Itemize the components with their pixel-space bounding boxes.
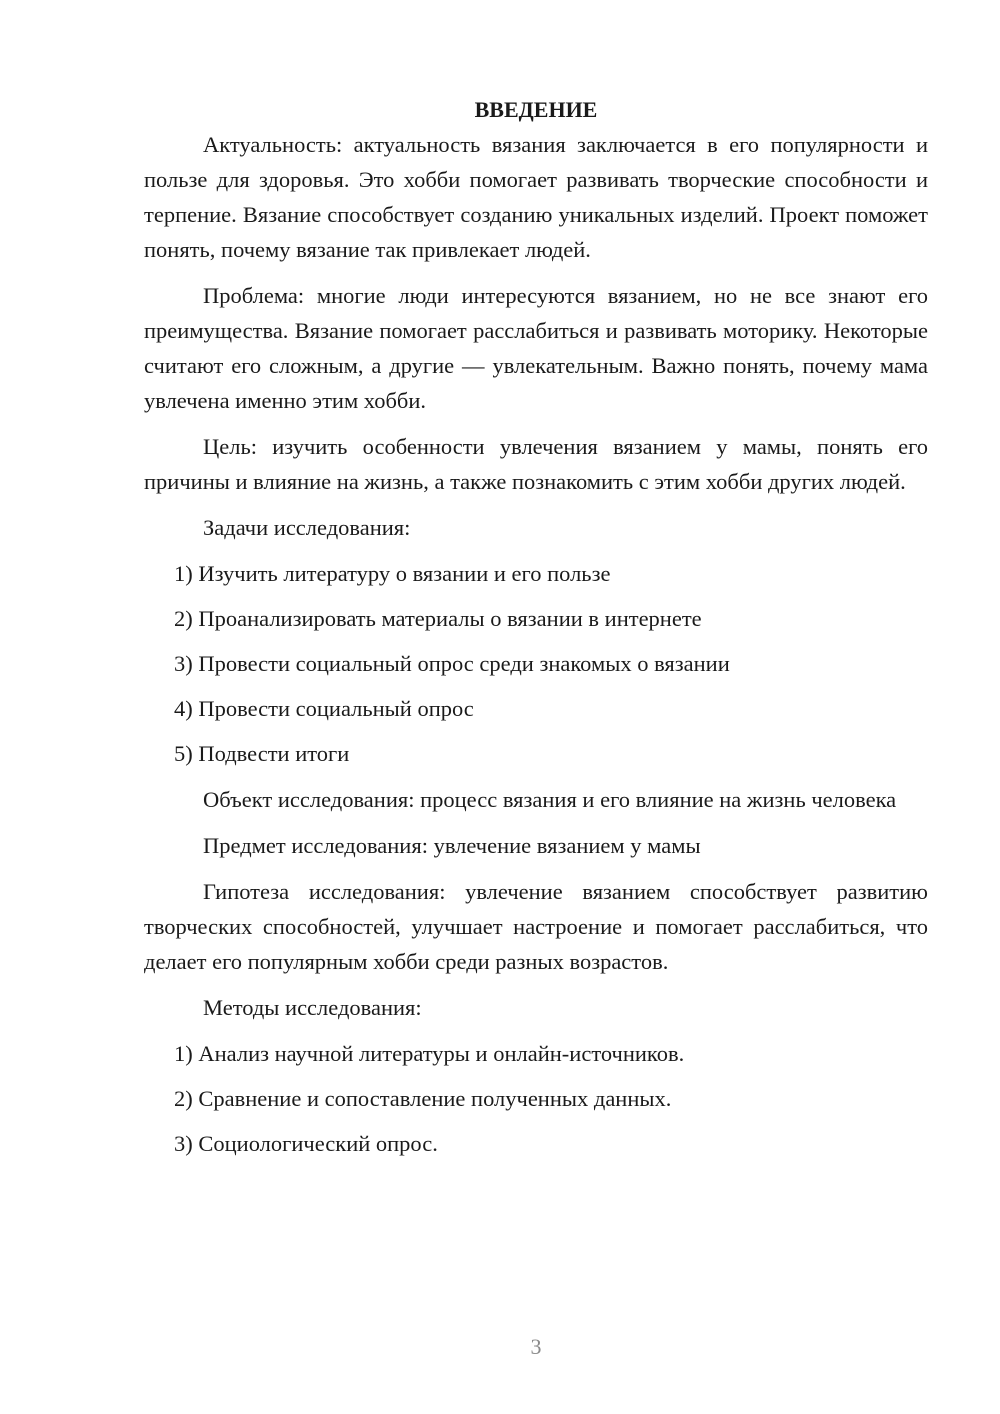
methods-label: Методы исследования: bbox=[203, 995, 422, 1020]
method-item: 2) Сравнение и сопоставление полученных данных. bbox=[174, 1086, 672, 1111]
problem-paragraph: Проблема: многие люди интересуются вязанием, но не все знают его преимущества. Вязание помогает расслабиться и развивать моторику. Некоторые считают его сложным, а другие — увлекательным. Важно понять, почему мама увлечена именно этим хобби. bbox=[144, 283, 928, 413]
methods-list bbox=[144, 1036, 928, 1161]
page-title: ВВЕДЕНИЕ bbox=[474, 97, 598, 122]
task-item: 3) Провести социальный опрос среди знакомых о вязании bbox=[174, 651, 730, 676]
subject-paragraph: Предмет исследования: увлечение вязанием у мамы bbox=[203, 833, 701, 858]
tasks-list bbox=[144, 556, 928, 771]
task-item: 1) Изучить литературу о вязании и его пользе bbox=[174, 561, 611, 586]
hypothesis-paragraph: Гипотеза исследования: увлечение вязанием способствует развитию творческих способностей, улучшает настроение и помогает расслабиться, что делает его популярным хобби среди разных возрастов. bbox=[144, 879, 928, 974]
page-number: 3 bbox=[530, 1334, 542, 1359]
task-item: 2) Проанализировать материалы о вязании в интернете bbox=[174, 606, 702, 631]
relevance-paragraph: Актуальность: актуальность вязания заключается в его популярности и пользе для здоровья. Это хобби помогает развивать творческие способности и терпение. Вязание способствует созданию уникальных изделий. Проект поможет понять, почему вязание так привлекает людей. bbox=[144, 132, 928, 262]
page-content bbox=[144, 92, 928, 1172]
method-item: 1) Анализ научной литературы и онлайн-источников. bbox=[174, 1041, 685, 1066]
tasks-label: Задачи исследования: bbox=[203, 515, 411, 540]
task-item: 4) Провести социальный опрос bbox=[174, 696, 474, 721]
object-paragraph: Объект исследования: процесс вязания и его влияние на жизнь человека bbox=[203, 787, 897, 812]
task-item: 5) Подвести итоги bbox=[174, 741, 350, 766]
method-item: 3) Социологический опрос. bbox=[174, 1131, 438, 1156]
goal-paragraph: Цель: изучить особенности увлечения вязанием у мамы, понять его причины и влияние на жизнь, а также познакомить с этим хобби других людей. bbox=[144, 434, 928, 494]
